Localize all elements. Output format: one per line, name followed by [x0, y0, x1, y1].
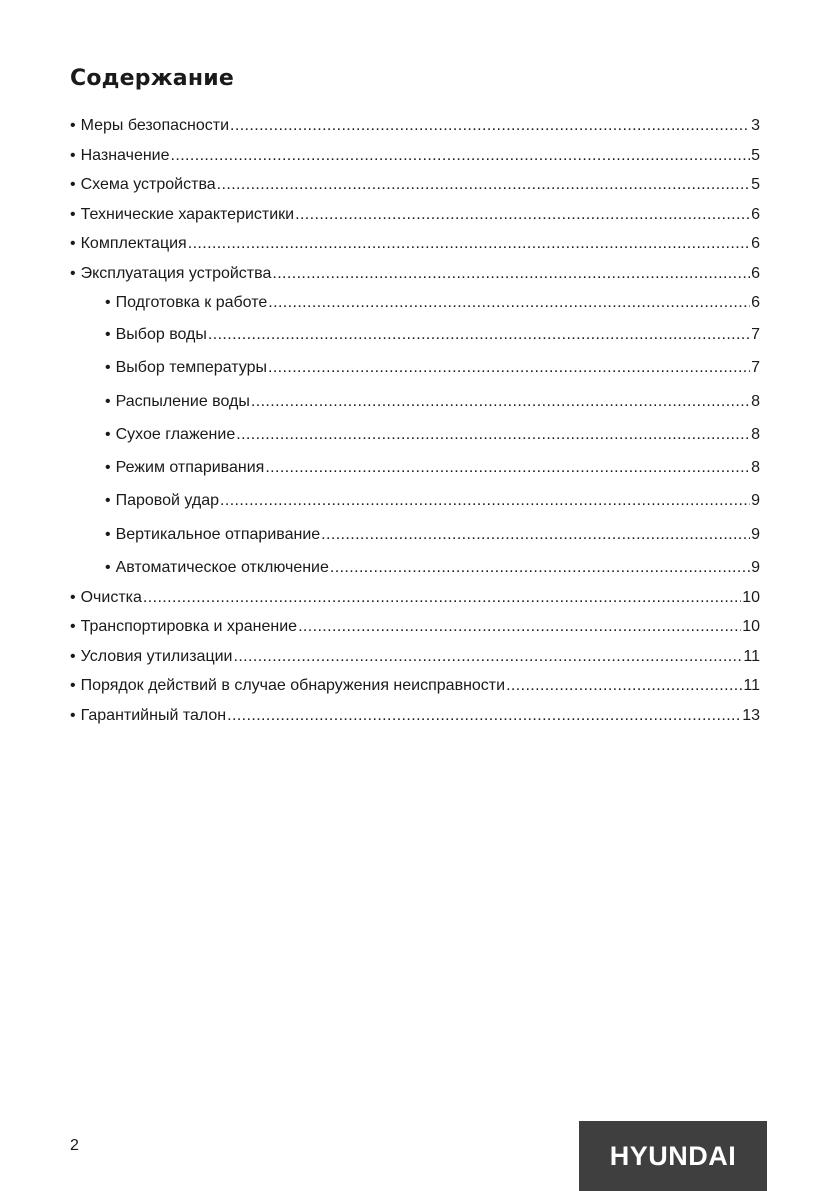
toc-page-number: 5 [751, 146, 760, 164]
toc-label: Транспортировка и хранение [80, 618, 298, 636]
table-of-contents [70, 116, 760, 735]
bullet: • [105, 359, 111, 377]
toc-label: Эксплуатация устройства [80, 264, 272, 282]
toc-label: Гарантийный талон [80, 706, 227, 724]
bullet: • [70, 618, 76, 636]
toc-page-number: 10 [742, 618, 760, 636]
toc-leader-dots [208, 325, 750, 345]
bullet: • [105, 492, 111, 510]
toc-leader-dots [188, 234, 750, 254]
bullet: • [70, 588, 76, 606]
toc-page-number: 9 [751, 559, 760, 577]
toc-label: Назначение [80, 146, 170, 164]
toc-page-number: 3 [751, 117, 760, 134]
toc-leader-dots [298, 617, 741, 637]
toc-leader-dots [251, 392, 750, 412]
brand-wordmark: HYUNDAI [609, 1140, 737, 1171]
toc-leader-dots [330, 558, 750, 578]
toc-label: Порядок действий в случае обнаружения неисправности [80, 677, 506, 695]
hyundai-logo [579, 1121, 767, 1191]
toc-subentry[interactable] [70, 392, 760, 425]
toc-entry[interactable] [70, 617, 760, 647]
toc-label: Условия утилизации [80, 647, 233, 665]
toc-entry[interactable] [70, 234, 760, 264]
toc-page-number: 7 [751, 359, 760, 377]
toc-label: Паровой удар [115, 492, 220, 510]
bullet: • [105, 459, 111, 477]
bullet: • [70, 264, 76, 282]
toc-label: Автоматическое отключение [115, 559, 329, 577]
toc-leader-dots [227, 706, 741, 726]
toc-entry[interactable] [70, 264, 760, 294]
toc-leader-dots [268, 358, 750, 378]
toc-entry[interactable] [70, 706, 760, 736]
toc-leader-dots [217, 175, 750, 195]
toc-entry[interactable] [70, 647, 760, 677]
bullet: • [70, 117, 76, 134]
toc-leader-dots [506, 676, 742, 696]
bullet: • [70, 146, 76, 164]
bullet: • [105, 326, 111, 343]
toc-subentry[interactable] [70, 358, 760, 391]
toc-subentry[interactable] [70, 425, 760, 458]
bullet: • [105, 392, 111, 410]
toc-subentry[interactable] [70, 458, 760, 491]
bullet: • [70, 176, 76, 193]
bullet: • [70, 677, 76, 695]
toc-subentry[interactable] [70, 558, 760, 588]
toc-subentry[interactable] [70, 293, 760, 325]
toc-page-number: 6 [751, 294, 760, 311]
toc-page-number: 6 [751, 205, 760, 223]
bullet: • [105, 425, 111, 443]
toc-leader-dots [295, 205, 750, 225]
toc-leader-dots [143, 588, 741, 608]
toc-page-number: 13 [742, 706, 760, 724]
toc-leader-dots [171, 146, 751, 166]
toc-subentry[interactable] [70, 491, 760, 524]
toc-leader-dots [321, 525, 750, 545]
toc-leader-dots [272, 264, 750, 284]
toc-label: Комплектация [80, 235, 187, 252]
bullet: • [70, 647, 76, 665]
bullet: • [70, 235, 76, 252]
toc-page-number: 9 [751, 492, 760, 510]
toc-subentry[interactable] [70, 325, 760, 358]
toc-label: Вертикальное отпаривание [115, 525, 321, 543]
toc-label: Выбор воды [115, 326, 207, 343]
toc-leader-dots [230, 116, 750, 136]
toc-label: Технические характеристики [80, 205, 295, 223]
toc-label: Выбор температуры [115, 359, 267, 377]
toc-page-number: 5 [751, 176, 760, 193]
bullet: • [70, 205, 76, 223]
toc-page-number: 8 [751, 459, 760, 477]
toc-subentry[interactable] [70, 525, 760, 558]
toc-page-number: 9 [751, 525, 760, 543]
toc-label: Режим отпаривания [115, 459, 265, 477]
toc-page-number: 8 [751, 425, 760, 443]
bullet: • [70, 706, 76, 724]
toc-page-number: 8 [751, 392, 760, 410]
toc-label: Меры безопасности [80, 117, 230, 134]
toc-leader-dots [265, 458, 750, 478]
toc-entry[interactable] [70, 146, 760, 176]
page-number: 2 [70, 1137, 79, 1154]
toc-entry[interactable] [70, 588, 760, 618]
toc-page-number: 11 [743, 677, 760, 695]
toc-entry[interactable] [70, 205, 760, 235]
toc-page-number: 11 [743, 647, 760, 665]
bullet: • [105, 294, 111, 311]
toc-label: Очистка [80, 588, 142, 606]
toc-entry[interactable] [70, 116, 760, 146]
toc-page-number: 7 [751, 326, 760, 343]
bullet: • [105, 559, 111, 577]
toc-label: Подготовка к работе [115, 294, 268, 311]
toc-label: Распыление воды [115, 392, 250, 410]
toc-label: Схема устройства [80, 176, 216, 193]
toc-entry[interactable] [70, 676, 760, 706]
toc-page-number: 6 [751, 235, 760, 252]
toc-label: Сухое глажение [115, 425, 236, 443]
page-title: Содержание [70, 66, 234, 91]
toc-leader-dots [220, 491, 750, 511]
toc-page-number: 10 [742, 588, 760, 606]
toc-leader-dots [236, 425, 750, 445]
toc-leader-dots [233, 647, 742, 667]
toc-entry[interactable] [70, 175, 760, 205]
toc-page-number: 6 [751, 264, 760, 282]
toc-leader-dots [268, 293, 750, 313]
bullet: • [105, 525, 111, 543]
